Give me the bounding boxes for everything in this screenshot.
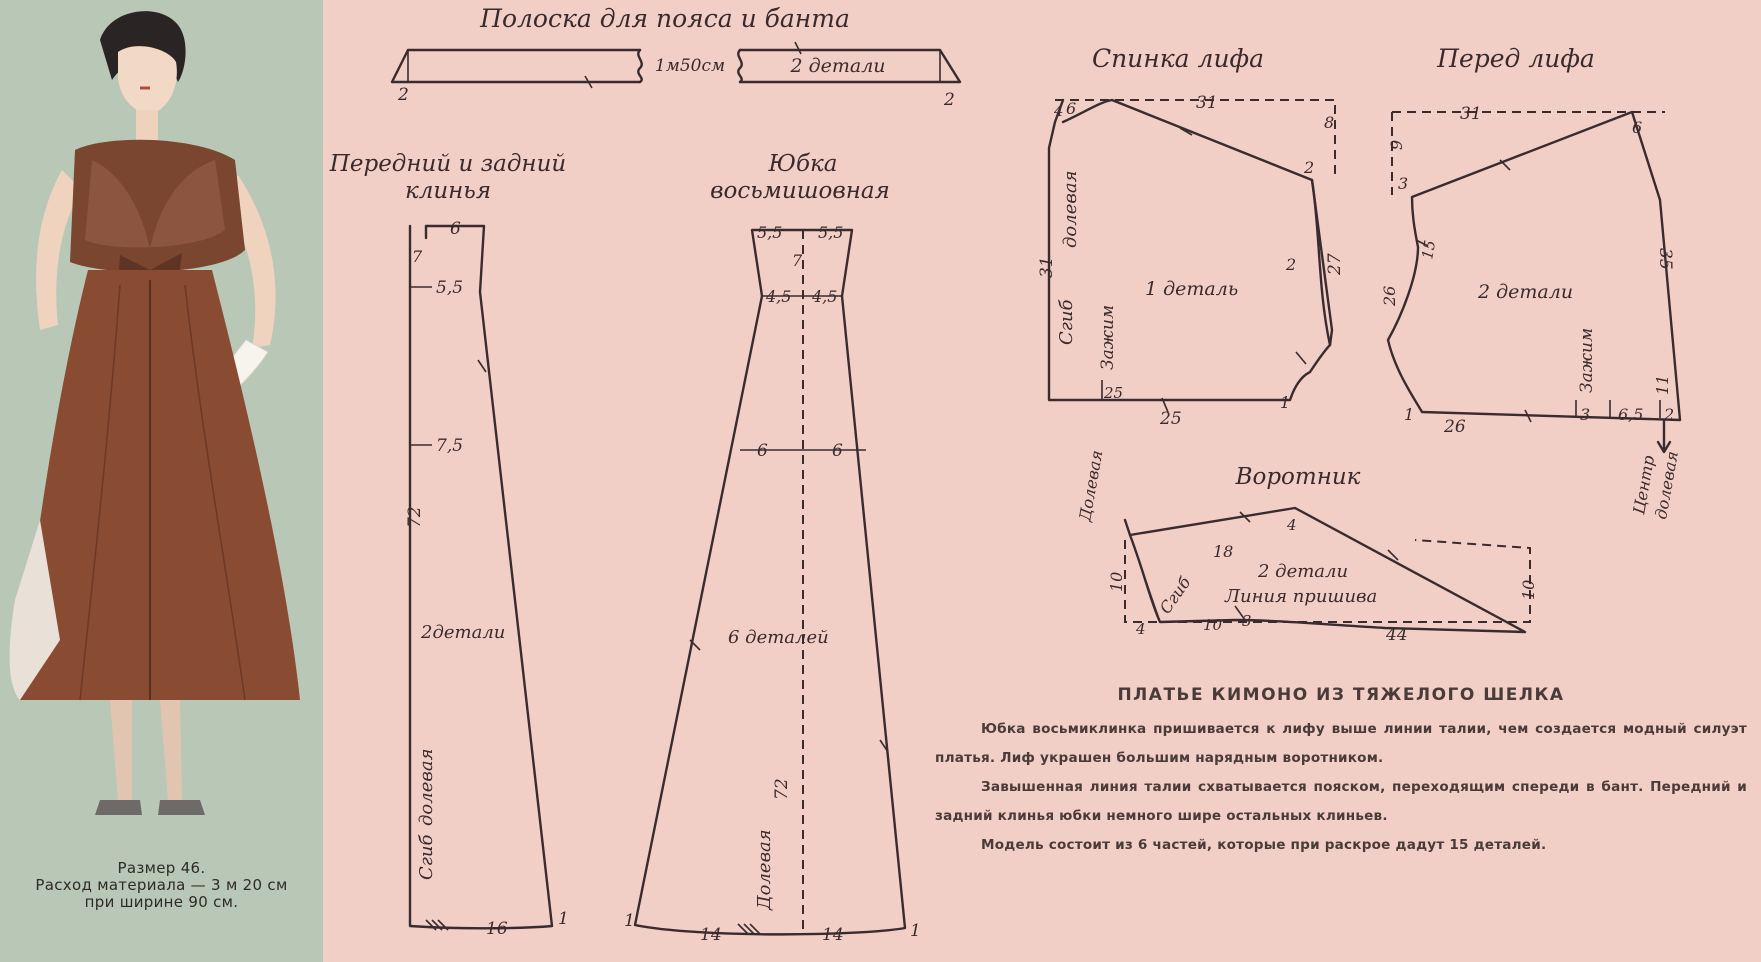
back-right-top: 8 [1324, 113, 1335, 132]
wedge-title-1: Передний и задний [329, 151, 567, 177]
wedge-fold: Сгиб [416, 834, 437, 880]
front-bodice-pattern [1380, 44, 1682, 521]
front-corner-right: 2 [1664, 405, 1675, 424]
collar-top: 18 [1213, 542, 1234, 561]
front-left-mark: 3 [1398, 174, 1409, 193]
back-dart: Зажим [1098, 304, 1118, 370]
skirt-outline [635, 230, 905, 934]
description-paragraph-3: Модель состоит из 6 частей, которые при раскрое дадут 15 деталей. [981, 837, 1547, 853]
skirt-top-right: 5,5 [818, 223, 844, 242]
belt-count: 2 детали [790, 55, 886, 77]
back-bodice-pattern [1037, 44, 1345, 429]
skirt-title-1: Юбка [768, 151, 838, 177]
front-left-top: 9 [1387, 139, 1406, 150]
front-back-wedge-pattern [329, 151, 569, 939]
skirt-corner-left: 1 [624, 911, 635, 931]
back-top: 31 [1196, 93, 1218, 113]
back-corner-mark: 4 [1054, 102, 1064, 120]
skirt-pattern [624, 151, 921, 945]
front-armhole-side: 26 [1380, 285, 1399, 306]
back-corner: 6 [1066, 99, 1077, 118]
front-top: 31 [1460, 104, 1482, 124]
skirt-bottom-right: 14 [822, 925, 844, 945]
wedge-mid: 7,5 [436, 436, 464, 456]
fabric-width: при ширине 90 см. [84, 893, 239, 911]
skirt-title-2: восьмишовная [710, 178, 890, 204]
garment-description [935, 685, 1747, 860]
front-corner-bottom: 1 [1404, 405, 1415, 424]
front-dart: Зажим [1577, 327, 1597, 393]
belt-title: Полоска для пояса и банта [480, 4, 850, 33]
collar-dart: 3 [1242, 612, 1252, 630]
collar-title: Воротник [1235, 464, 1361, 490]
collar-count: 2 детали [1258, 561, 1349, 582]
back-bodice-title: Спинка лифа [1091, 44, 1265, 73]
skirt-mid-right: 6 [832, 441, 843, 461]
front-center-label-1: Центр [1629, 453, 1659, 516]
skirt-upper-right: 4,5 [812, 287, 838, 306]
front-bodice-guide [1392, 112, 1665, 195]
skirt-mid-left: 6 [757, 441, 768, 461]
wedge-upper: 5,5 [436, 278, 464, 298]
back-fold: Сгиб [1056, 299, 1077, 345]
back-shoulder-point: 2 [1304, 158, 1315, 177]
belt-break-left [638, 50, 641, 82]
description-title: ПЛАТЬЕ КИМОНО ИЗ ТЯЖЕЛОГО ШЕЛКА [1117, 685, 1565, 705]
skirt-top-left: 5,5 [757, 223, 783, 242]
front-bodice-outline [1388, 112, 1680, 420]
back-bodice-guide [1055, 100, 1335, 175]
belt-right-mark: 2 [944, 90, 955, 110]
collar-seam-line: Линия пришива [1225, 586, 1378, 607]
wedge-grain: долевая [416, 748, 437, 826]
collar-bottom-left: 10 [1203, 616, 1223, 634]
wedge-corner: 1 [558, 909, 569, 929]
skirt-bottom-left: 14 [700, 925, 722, 945]
collar-corner: 4 [1136, 620, 1146, 638]
front-bottom-right: 6,5 [1618, 405, 1644, 424]
front-armhole: 15 [1418, 238, 1440, 261]
skirt-top-side: 7 [792, 251, 803, 270]
skirt-length: 72 [772, 778, 792, 800]
front-corner: 6 [1632, 118, 1643, 137]
collar-fold: Сгиб [1155, 573, 1195, 618]
back-count: 1 деталь [1145, 278, 1239, 300]
description-paragraph-2: Завышенная линия талии схватывается пояском, переходящим спереди в бант. Передний и задний клинья юбки немного шире остальных клиньев. [935, 779, 1747, 824]
back-left-length: 31 [1037, 256, 1057, 278]
wedge-count: 2детали [421, 622, 506, 643]
wedge-title-2: клинья [404, 178, 492, 204]
wedge-bottom: 16 [486, 919, 508, 939]
skirt-count: 6 деталей [728, 627, 829, 648]
description-paragraph-1: Юбка восьмиклинка пришивается к лифу выше линии талии, чем создается модный силуэт платья. Лиф украшен большим нарядным воротником. [935, 721, 1747, 766]
back-bottom: 25 [1160, 409, 1182, 429]
collar-right-height: 10 [1519, 579, 1538, 600]
collar-bottom: 44 [1386, 625, 1408, 645]
fabric-consumption: Расход материала — 3 м 20 см [35, 876, 288, 894]
skirt-upper-left: 4,5 [766, 287, 792, 306]
back-corner-bottom: 1 [1280, 393, 1291, 412]
front-bodice-title: Перед лифа [1437, 44, 1595, 73]
skirt-corner-right: 1 [910, 921, 921, 941]
collar-grain: Долевая [1075, 448, 1107, 523]
size-label: Размер 46. [117, 859, 206, 877]
front-right-length: 35 [1655, 248, 1675, 270]
wedge-top-side: 7 [412, 247, 423, 266]
collar-left-height: 10 [1107, 571, 1126, 592]
belt-strip-pattern [392, 4, 960, 110]
back-dart-width: 25 [1104, 384, 1124, 402]
front-center-label-2: долевая [1651, 449, 1682, 521]
back-grain: долевая [1060, 170, 1081, 248]
wedge-length: 72 [405, 506, 425, 528]
wedge-top: 6 [450, 219, 461, 239]
back-side-length: 27 [1325, 253, 1345, 275]
front-dart-width: 3 [1580, 405, 1591, 424]
collar-pattern [1075, 449, 1538, 645]
skirt-grain: Долевая [754, 829, 775, 910]
belt-length: 1м50см [654, 56, 726, 76]
front-right-lower: 11 [1653, 374, 1672, 395]
belt-left-piece [392, 50, 640, 82]
belt-left-mark: 2 [398, 85, 409, 105]
back-armhole: 2 [1286, 255, 1297, 274]
belt-break-right [738, 50, 741, 82]
front-bottom: 26 [1444, 417, 1466, 437]
front-count: 2 детали [1478, 281, 1574, 303]
collar-top-point: 4 [1287, 516, 1297, 534]
